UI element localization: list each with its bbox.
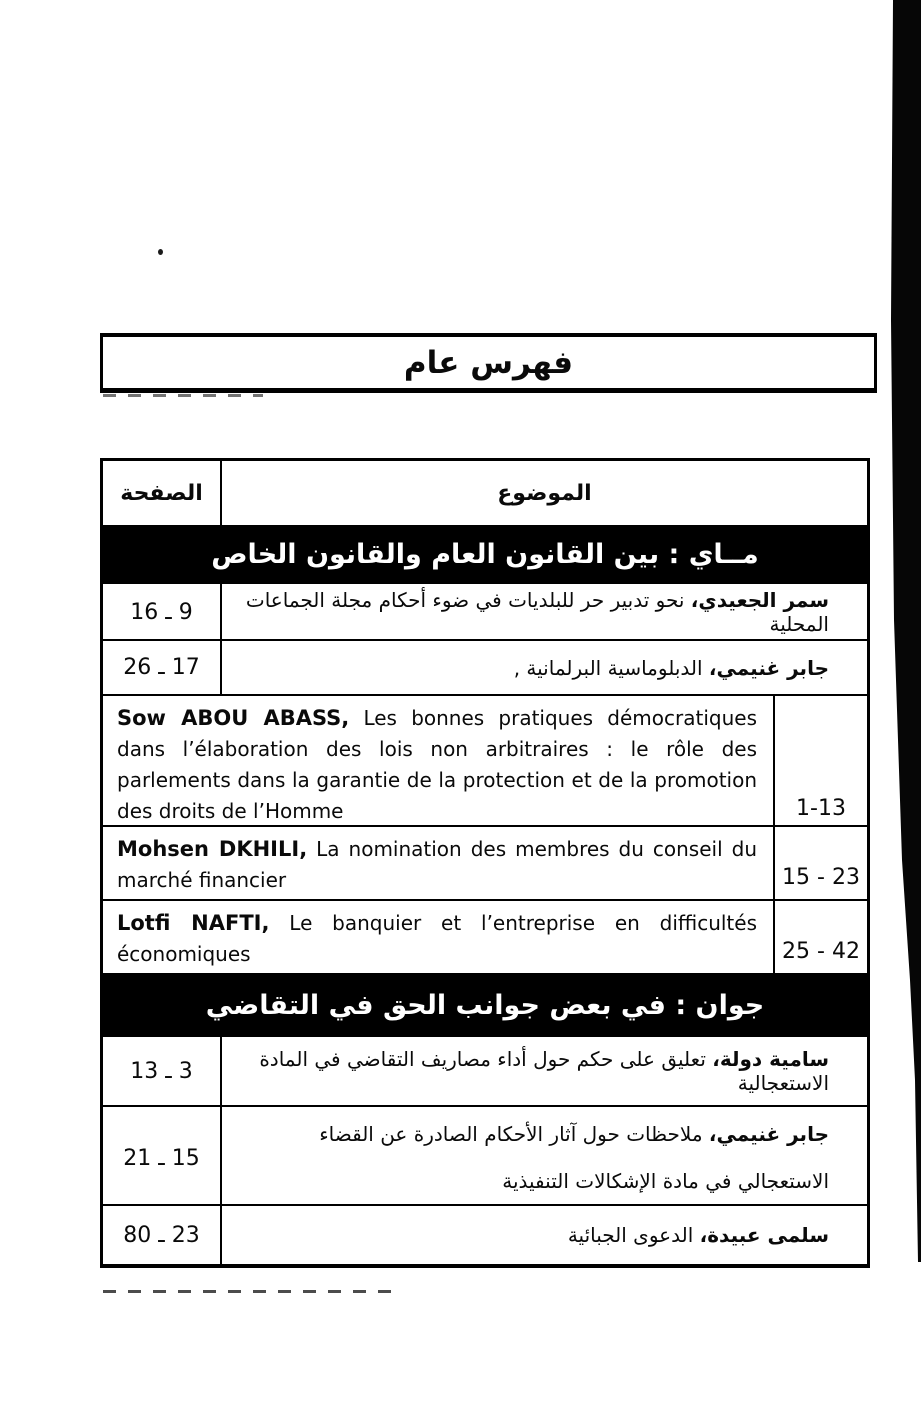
- section-heading: جوان : في بعض جوانب الحق في التقاضي: [205, 989, 765, 1021]
- entry-author: سمر الجعيدي،: [690, 588, 829, 612]
- page-title: فهرس عام: [403, 344, 574, 381]
- entry-text: [514, 656, 829, 680]
- page-range: 25 - 42: [782, 939, 860, 964]
- page-range-cell: [103, 641, 222, 694]
- page-range: 80 ـ 23: [123, 1222, 200, 1248]
- page-range-cell: [103, 1107, 222, 1209]
- page-range: 15 - 23: [782, 865, 860, 890]
- entry-subject-cell: [103, 696, 773, 831]
- entry-text: [568, 1223, 829, 1247]
- toc-entry-row: [103, 1204, 867, 1264]
- scan-dash-artifact: [103, 394, 263, 397]
- page-range-cell: [103, 584, 222, 640]
- entry-subject-cell: [222, 1107, 867, 1209]
- entry-title: الدبلوماسية البرلمانية ,: [513, 655, 709, 680]
- entry-subject-cell: [222, 1206, 867, 1264]
- entry-title: نحو تدبير حر للبلديات في ضوء أحكام مجلة الجماعات المحلية: [245, 588, 829, 636]
- entry-author: جابر غنيمي،: [708, 655, 829, 680]
- entry-title: تعليق على حكم حول أداء مصاريف التقاضي في المادة الاستعجالية: [259, 1047, 829, 1095]
- entry-title: La nomination des membres du conseil du marché financier: [117, 837, 757, 892]
- entry-author: سامية دولة،: [712, 1047, 829, 1071]
- scan-dash-artifact: [103, 1290, 403, 1293]
- entry-title: Les bonnes pratiques démocratiques dans l’élaboration des lois non arbitraires : le rôle des parlements dans la garantie de la protection et de la promotion des droits de l’Homme: [117, 706, 757, 823]
- entry-text: [242, 1111, 829, 1205]
- page-range-cell: [773, 696, 867, 831]
- page-column-header: [103, 461, 222, 525]
- toc-entry-row: [103, 1105, 867, 1204]
- entry-title: الدعوى الجبائية: [567, 1223, 700, 1247]
- section-banner-june: [103, 973, 867, 1035]
- toc-entry-row: [103, 899, 867, 973]
- entry-subject-cell: [222, 1037, 867, 1105]
- toc-entry-row: [103, 825, 867, 899]
- entry-author: Sow ABOU ABASS,: [117, 706, 350, 730]
- page-column-label: الصفحة: [120, 480, 203, 506]
- ink-speck: [158, 249, 163, 255]
- page-range: 16 ـ 9: [130, 599, 193, 625]
- page-range-cell: [773, 901, 867, 974]
- entry-author: جابر غنيمي،: [708, 1122, 829, 1146]
- scan-edge-artifact: [890, 0, 921, 1262]
- toc-entry-row: [103, 582, 867, 639]
- page-range: 21 ـ 15: [123, 1145, 200, 1171]
- toc-entry-row: [103, 639, 867, 694]
- table-header-row: [103, 461, 867, 525]
- page-range-cell: [103, 1206, 222, 1264]
- page-title-box: [100, 333, 877, 393]
- section-heading: مــاي : بين القانون العام والقانون الخاص: [211, 539, 759, 570]
- entry-author: Mohsen DKHILI,: [117, 837, 308, 861]
- page-range: 13 ـ 3: [130, 1058, 193, 1084]
- page-range-cell: [103, 1037, 222, 1105]
- entry-subject-cell: [222, 584, 867, 640]
- page-range: 1-13: [796, 796, 846, 821]
- toc-entry-row: [103, 1035, 867, 1105]
- entry-author: سلمى عبيدة،: [699, 1223, 829, 1247]
- subject-column-header: [222, 461, 867, 525]
- page-range: 26 ـ 17: [123, 655, 200, 680]
- entry-title: ملاحظات حول آثار الأحكام الصادرة عن القضاء الاستعجالي في مادة الإشكالات التنفيذية: [319, 1122, 829, 1193]
- toc-table: [100, 458, 870, 1268]
- entry-subject-cell: [222, 641, 867, 694]
- entry-text: [242, 1047, 829, 1095]
- subject-column-label: الموضوع: [497, 480, 592, 506]
- entry-subject-cell: [103, 901, 773, 974]
- entry-subject-cell: [103, 827, 773, 900]
- section-banner-may: [103, 525, 867, 582]
- entry-author: Lotfi NAFTI,: [117, 911, 270, 935]
- entry-text: [242, 588, 829, 636]
- page-range-cell: [773, 827, 867, 900]
- toc-entry-row: [103, 694, 867, 825]
- entry-title: Le banquier et l’entreprise en difficultés économiques: [117, 911, 758, 966]
